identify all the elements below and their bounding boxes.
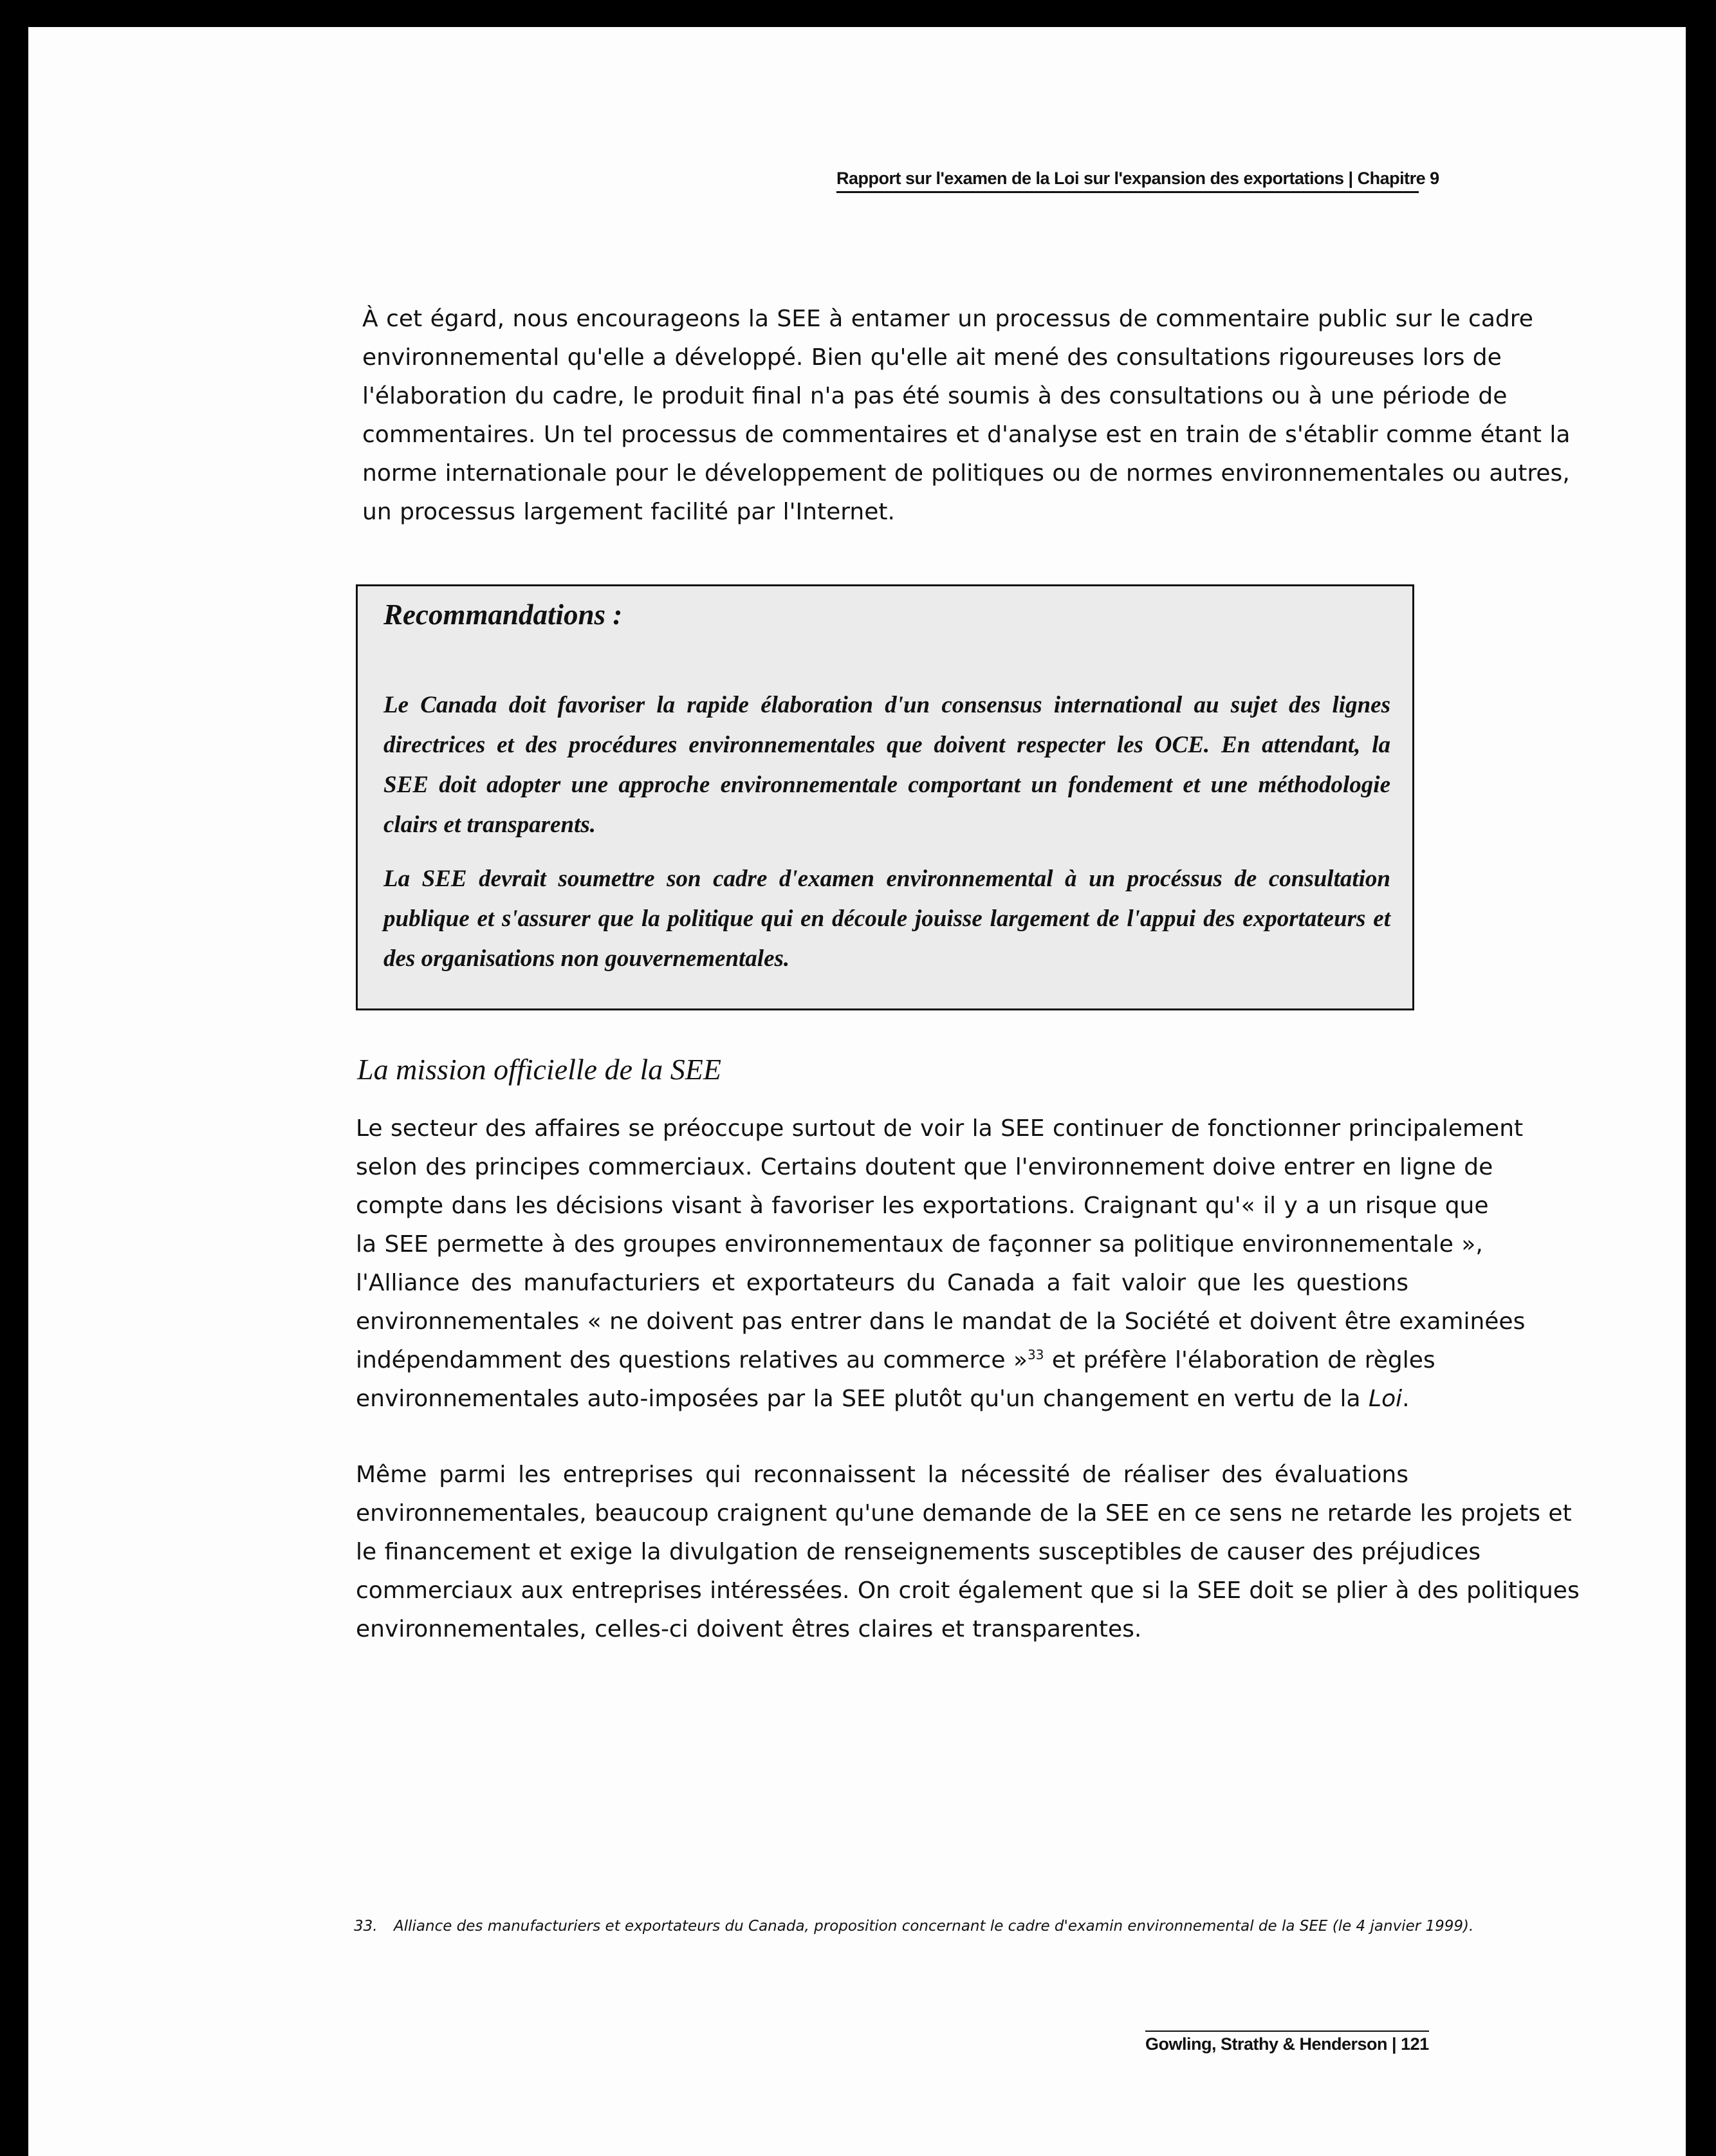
para2-line: environnementales, beaucoup craignent qu'une demande de la SEE en ce sens ne retarde les projets et (356, 1500, 1572, 1527)
footnote-text: Alliance des manufacturiers et exportateurs du Canada, proposition concernant le cadre d'examin environnemental de la SEE (le 4 janvier 1999). (394, 1918, 1474, 1935)
para1-line8-start: environnementales auto-imposées par la SEE plutôt qu'un changement en vertu de la (356, 1386, 1369, 1412)
section-paragraph-2 (356, 1456, 1580, 1649)
recommendation-2 (383, 859, 1390, 979)
para1-line: la SEE permette à des groupes environnementaux de façonner sa politique environnementale », (356, 1231, 1483, 1258)
para2-line: le financement et exige la divulgation de renseignements susceptibles de causer des préjudices (356, 1539, 1481, 1565)
intro-line: norme internationale pour le développement de politiques ou de normes environnementales ou autres, (362, 460, 1570, 487)
section-title: La mission officielle de la SEE (357, 1053, 721, 1086)
para1-line (356, 1380, 1408, 1418)
law-reference: Loi (1369, 1386, 1403, 1412)
para2-line: environnementales, celles-ci doivent êtres claires et transparentes. (356, 1616, 1142, 1642)
scan-border-left (0, 0, 28, 2156)
para1-line: Le secteur des affaires se préoccupe surtout de voir la SEE continuer de fonctionner principalement (356, 1115, 1524, 1142)
footnote-reference: 33 (1027, 1347, 1044, 1362)
para1-line (356, 1341, 1435, 1380)
section-paragraph-1 (356, 1110, 1526, 1418)
rec1-line: SEE doit adopter une approche environnementale comportant un fondement et une méthodologie (383, 772, 1390, 798)
para1-line7-start: indépendamment des questions relatives au commerce » (356, 1347, 1028, 1373)
para1-line8-end: . (1402, 1386, 1410, 1412)
para1-line: compte dans les décisions visant à favoriser les exportations. Craignant qu'« il y a un risque que (356, 1193, 1489, 1219)
footnote-number: 33. (354, 1918, 378, 1935)
intro-paragraph (362, 300, 1571, 532)
para1-line: environnementales « ne doivent pas entrer dans le mandat de la Société et doivent être examinées (356, 1308, 1526, 1335)
recommendations-title: Recommandations : (383, 599, 623, 631)
para2-line: commerciaux aux entreprises intéressées. On croit également que si la SEE doit se plier à des politiques (356, 1577, 1580, 1604)
intro-line: commentaires. Un tel processus de commentaires et d'analyse est en train de s'établir comme étant la (362, 422, 1571, 448)
rec1-line: directrices et des procédures environnementales que doivent respecter les OCE. En attendant, la (383, 732, 1390, 758)
para1-line: l'Alliance des manufacturiers et exportateurs du Canada a fait valoir que les questions (356, 1270, 1408, 1296)
running-header: Rapport sur l'examen de la Loi sur l'expansion des exportations | Chapitre 9 (836, 169, 1419, 193)
intro-line: un processus largement facilité par l'Internet. (362, 499, 895, 525)
footnote (354, 1918, 1473, 1935)
intro-line: À cet égard, nous encourageons la SEE à entamer un processus de commentaire public sur le cadre (362, 306, 1533, 332)
para1-line: selon des principes commerciaux. Certains doutent que l'environnement doive entrer en ligne de (356, 1154, 1493, 1180)
scan-border-top (0, 0, 1716, 27)
para2-line: Même parmi les entreprises qui reconnaissent la nécessité de réaliser des évaluations (356, 1462, 1408, 1488)
rec1-line: Le Canada doit favoriser la rapide élaboration d'un consensus international au sujet des lignes (383, 692, 1390, 718)
page-footer: Gowling, Strathy & Henderson | 121 (1145, 2031, 1429, 2054)
rec2-line: des organisations non gouvernementales. (383, 945, 790, 972)
intro-line: l'élaboration du cadre, le produit final n'a pas été soumis à des consultations ou à une période de (362, 383, 1508, 409)
rec2-line: publique et s'assurer que la politique qui en découle jouisse largement de l'appui des exportateurs et (383, 906, 1390, 932)
intro-line: environnemental qu'elle a développé. Bien qu'elle ait mené des consultations rigoureuses lors de (362, 344, 1502, 371)
scan-border-right (1686, 0, 1716, 2156)
recommendation-1 (383, 685, 1390, 845)
rec1-line: clairs et transparents. (383, 812, 596, 838)
recommendations-box (356, 584, 1414, 1010)
rec2-line: La SEE devrait soumettre son cadre d'examen environnemental à un procéssus de consultation (383, 866, 1390, 892)
para1-line7-end: et préfère l'élaboration de règles (1044, 1347, 1435, 1373)
